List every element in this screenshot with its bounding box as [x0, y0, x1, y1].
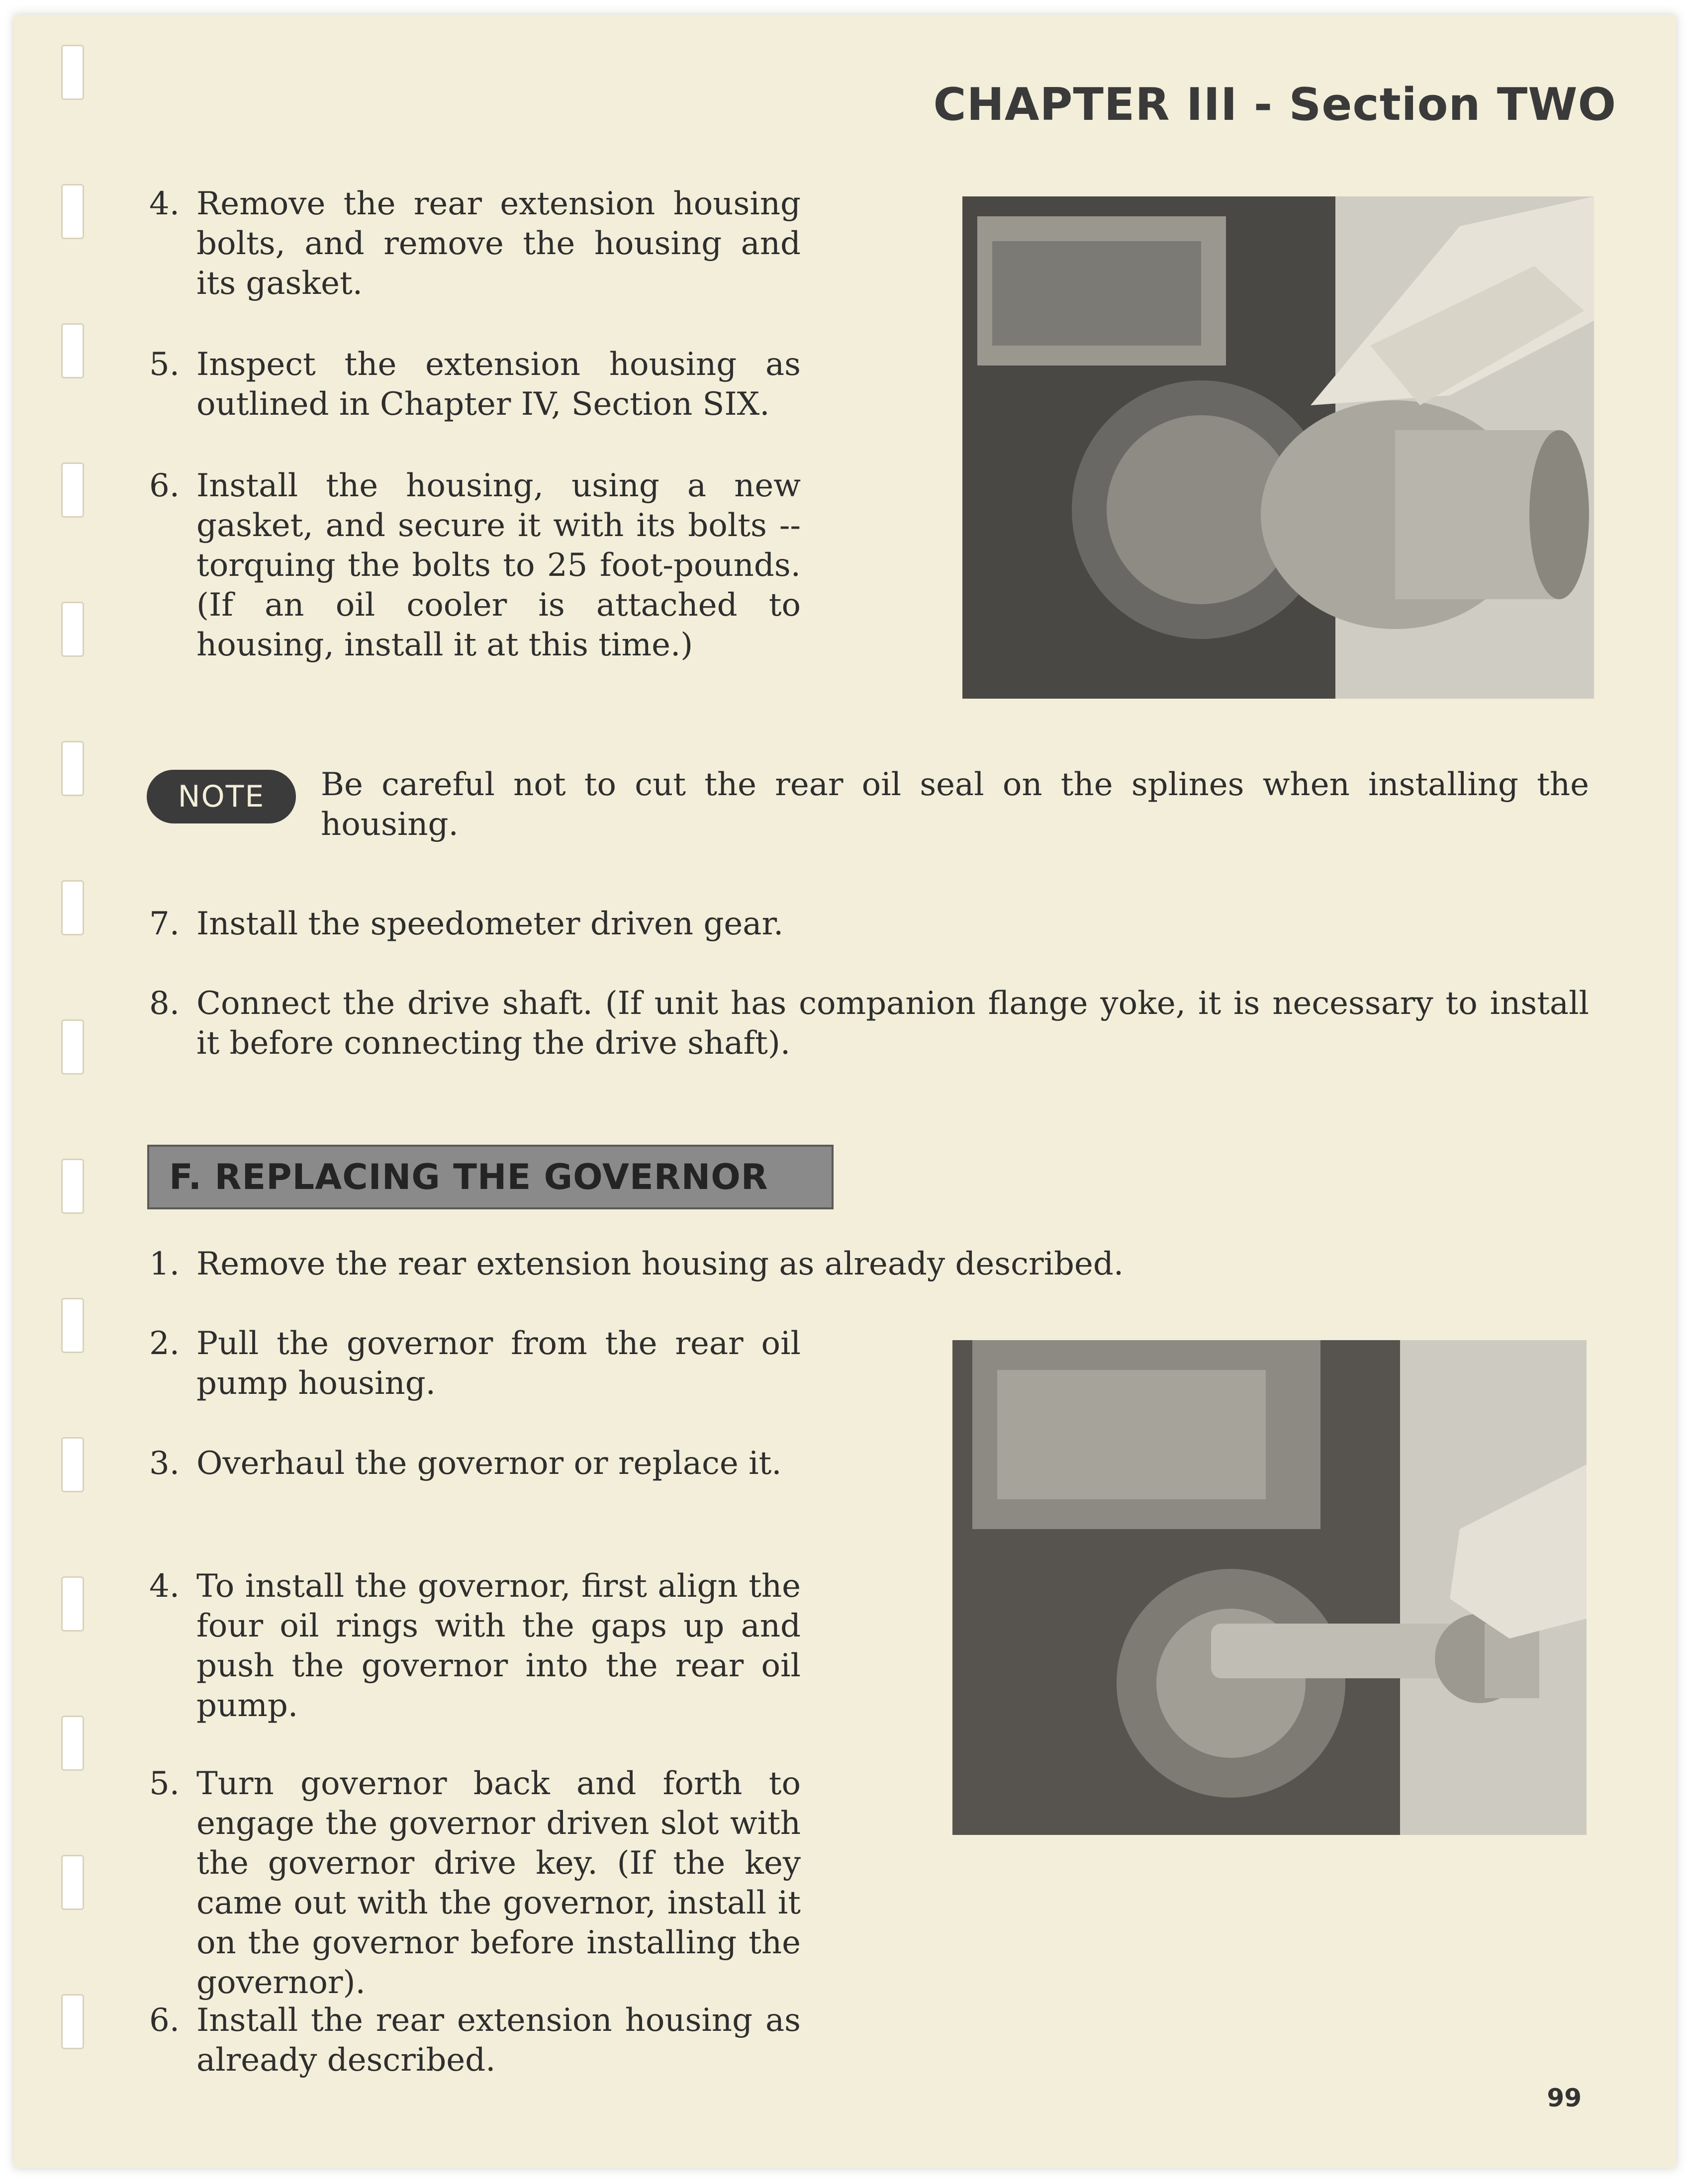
- punch-hole: [61, 602, 84, 657]
- step-item: [149, 466, 801, 665]
- punch-hole: [61, 45, 84, 100]
- punch-hole: [61, 1437, 84, 1492]
- step-text: Install the rear extension housing as already described.: [196, 2002, 801, 2079]
- page-number: 99: [1547, 2084, 1582, 2112]
- extension-housing-photo: [962, 196, 1594, 699]
- step-text: Remove the rear extension housing as already described.: [196, 1246, 1124, 1282]
- step-item: [149, 1324, 801, 1403]
- step-item: [149, 1444, 801, 1483]
- step-number: 8.: [149, 985, 180, 1022]
- step-text: Pull the governor from the rear oil pump housing.: [196, 1325, 801, 1402]
- chapter-header: CHAPTER III - Section TWO: [933, 79, 1616, 131]
- step-text: Install the housing, using a new gasket, and secure it with its bolts --torquing the bolts to 25 foot-pounds. (If an oil cooler is attached to housing, install it at this time.): [196, 467, 801, 663]
- note-badge: NOTE: [147, 770, 296, 823]
- step-item: [149, 345, 801, 424]
- step-text: Remove the rear extension housing bolts, and remove the housing and its gasket.: [196, 185, 801, 302]
- governor-photo: [952, 1340, 1587, 1835]
- step-number: 2.: [149, 1325, 180, 1362]
- punch-hole: [61, 323, 84, 378]
- punch-hole: [61, 1298, 84, 1353]
- punch-hole: [61, 1576, 84, 1632]
- note-text: Be careful not to cut the rear oil seal on the splines when installing the housing.: [321, 766, 1589, 843]
- punch-hole: [61, 880, 84, 935]
- punch-hole: [61, 184, 84, 239]
- step-item: [149, 184, 801, 303]
- punch-hole: [61, 1855, 84, 1910]
- punch-hole: [61, 1716, 84, 1771]
- step-item: [149, 1244, 1589, 1284]
- step-text: Overhaul the governor or replace it.: [196, 1445, 782, 1482]
- step-number: 1.: [149, 1246, 180, 1282]
- step-number: 6.: [149, 2002, 180, 2039]
- step-number: 4.: [149, 185, 180, 222]
- step-number: 7.: [149, 906, 180, 942]
- punch-hole: [61, 1994, 84, 2049]
- step-number: 5.: [149, 1765, 180, 1802]
- step-text: Install the speedometer driven gear.: [196, 906, 784, 942]
- punch-hole: [61, 1019, 84, 1075]
- section-title: F. REPLACING THE GOVERNOR: [147, 1145, 834, 1209]
- step-item: [149, 2001, 801, 2080]
- step-text: Turn governor back and forth to engage the governor driven slot with the governor drive key. (If the key came out with the governor, install it on the governor before installing the governor).: [196, 1765, 801, 2001]
- step-number: 3.: [149, 1445, 180, 1482]
- step-number: 6.: [149, 467, 180, 504]
- step-item: [149, 904, 1589, 944]
- step-number: 4.: [149, 1568, 180, 1605]
- step-item: [149, 984, 1589, 1063]
- step-text: Connect the drive shaft. (If unit has companion flange yoke, it is necessary to install it before connecting the drive shaft).: [196, 985, 1589, 1062]
- punch-hole: [61, 1159, 84, 1214]
- punch-hole: [61, 462, 84, 518]
- step-item: [149, 1566, 801, 1726]
- step-text: To install the governor, first align the four oil rings with the gaps up and push the governor into the rear oil pump.: [196, 1568, 801, 1724]
- step-number: 5.: [149, 346, 180, 383]
- step-text: Inspect the extension housing as outlined in Chapter IV, Section SIX.: [196, 346, 801, 423]
- punch-hole: [61, 741, 84, 796]
